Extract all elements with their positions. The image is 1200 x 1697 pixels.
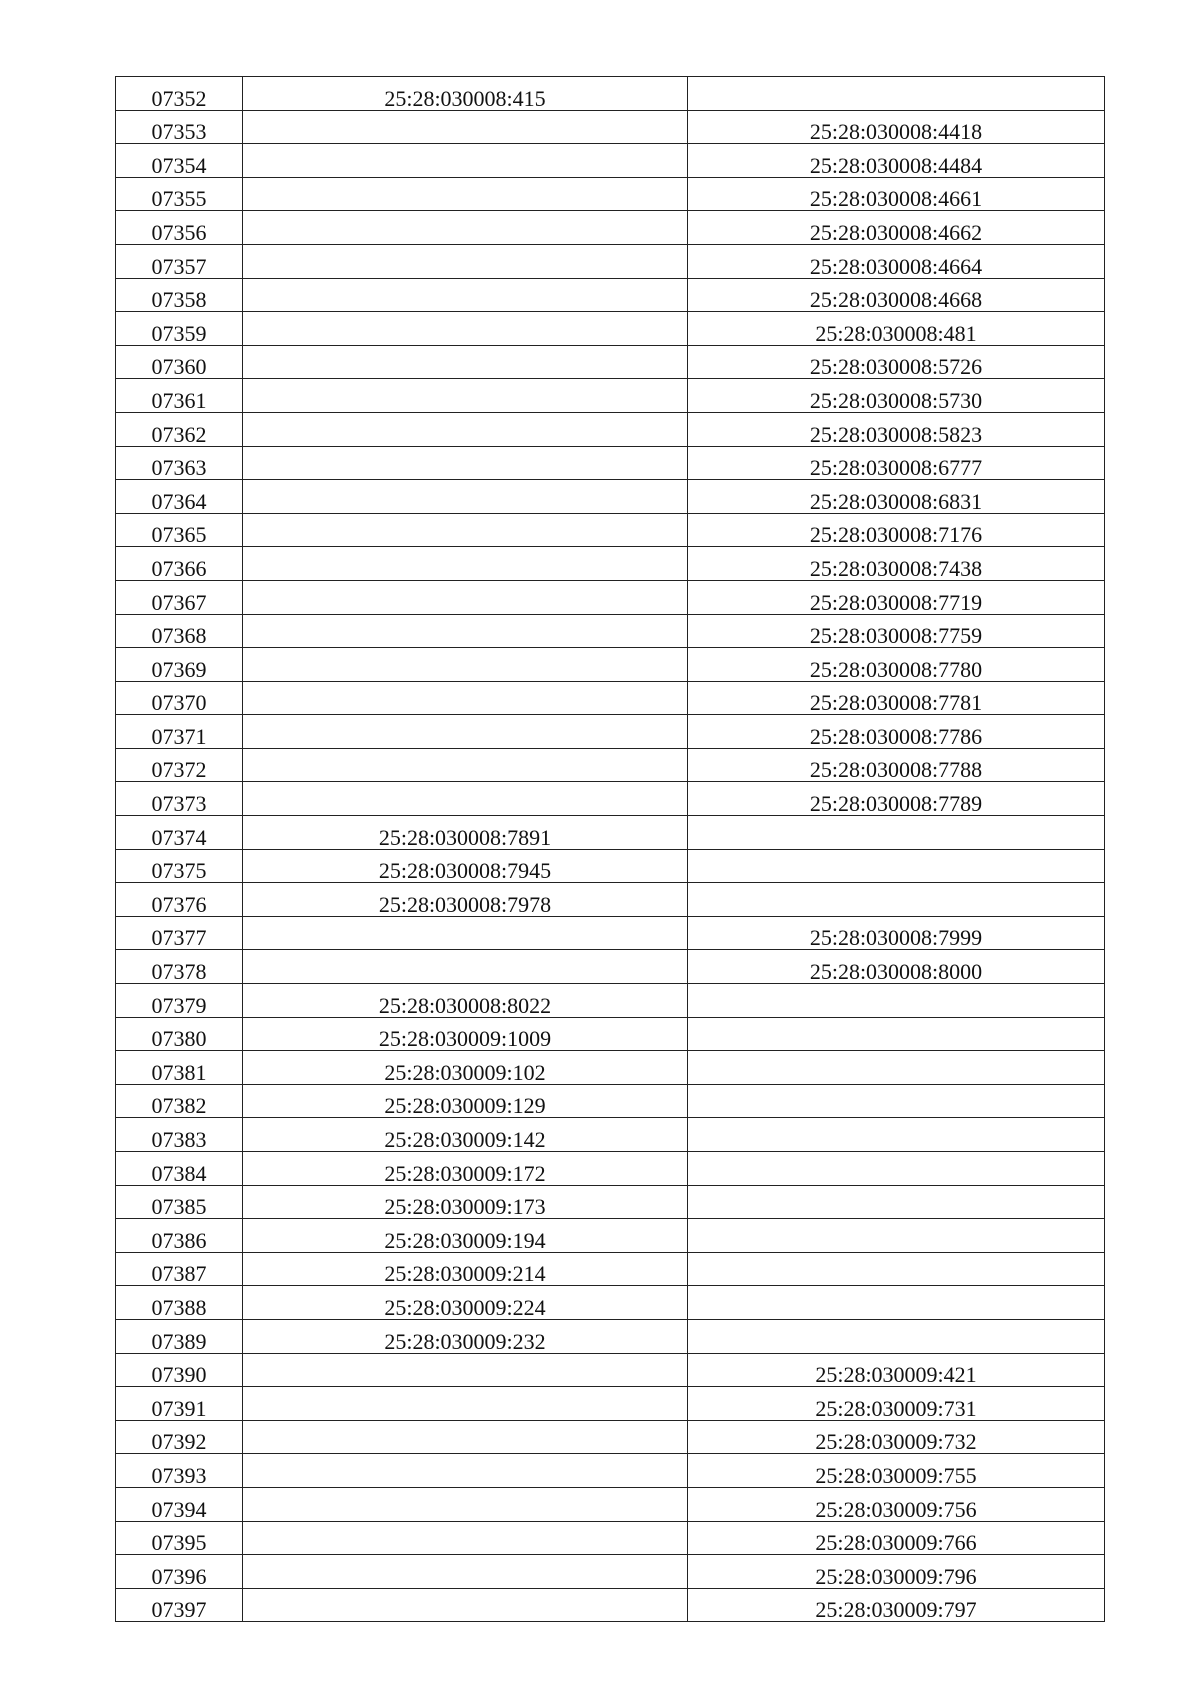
row-number-cell: 07376	[116, 883, 243, 917]
row-number-cell: 07366	[116, 547, 243, 581]
cadastral-number-cell-col2: 25:28:030009:172	[243, 1152, 688, 1186]
row-number-cell: 07382	[116, 1084, 243, 1118]
cadastral-number-cell-col2: 25:28:030008:7978	[243, 883, 688, 917]
row-number-cell: 07360	[116, 345, 243, 379]
table-row	[116, 1387, 1105, 1421]
table-row	[116, 580, 1105, 614]
cadastral-number-cell-col3: 25:28:030008:4664	[688, 244, 1105, 278]
table-row	[116, 1420, 1105, 1454]
table-row	[116, 1252, 1105, 1286]
row-number-cell: 07379	[116, 984, 243, 1018]
row-number-cell: 07364	[116, 480, 243, 514]
table-row	[116, 1319, 1105, 1353]
cadastral-number-cell-col2: 25:28:030009:224	[243, 1286, 688, 1320]
cadastral-number-cell-col3: 25:28:030009:755	[688, 1454, 1105, 1488]
cadastral-number-cell-col3: 25:28:030008:4661	[688, 177, 1105, 211]
cadastral-number-cell-col2	[243, 614, 688, 648]
row-number-cell: 07358	[116, 278, 243, 312]
table-row	[116, 1051, 1105, 1085]
cadastral-number-cell-col2	[243, 715, 688, 749]
row-number-cell: 07378	[116, 950, 243, 984]
row-number-cell: 07393	[116, 1454, 243, 1488]
row-number-cell: 07361	[116, 379, 243, 413]
table-row	[116, 782, 1105, 816]
table-row	[116, 177, 1105, 211]
row-number-cell: 07356	[116, 211, 243, 245]
table-row	[116, 211, 1105, 245]
row-number-cell: 07370	[116, 681, 243, 715]
cadastral-number-cell-col2	[243, 244, 688, 278]
row-number-cell: 07355	[116, 177, 243, 211]
cadastral-number-cell-col2	[243, 345, 688, 379]
cadastral-number-cell-col3: 25:28:030008:7786	[688, 715, 1105, 749]
cadastral-number-cell-col3: 25:28:030008:4662	[688, 211, 1105, 245]
table-row	[116, 614, 1105, 648]
cadastral-number-cell-col3	[688, 849, 1105, 883]
cadastral-number-cell-col2	[243, 648, 688, 682]
cadastral-number-cell-col3: 25:28:030009:797	[688, 1588, 1105, 1622]
row-number-cell: 07395	[116, 1521, 243, 1555]
cadastral-number-cell-col2: 25:28:030009:102	[243, 1051, 688, 1085]
row-number-cell: 07359	[116, 312, 243, 346]
row-number-cell: 07388	[116, 1286, 243, 1320]
row-number-cell: 07367	[116, 580, 243, 614]
cadastral-number-cell-col3	[688, 1017, 1105, 1051]
row-number-cell: 07352	[116, 77, 243, 111]
table-row	[116, 480, 1105, 514]
row-number-cell: 07377	[116, 916, 243, 950]
table-row	[116, 513, 1105, 547]
cadastral-number-cell-col2	[243, 513, 688, 547]
cadastral-number-cell-col3: 25:28:030008:5823	[688, 412, 1105, 446]
cadastral-number-cell-col3: 25:28:030008:7999	[688, 916, 1105, 950]
table-row	[116, 984, 1105, 1018]
cadastral-number-cell-col3	[688, 1084, 1105, 1118]
row-number-cell: 07380	[116, 1017, 243, 1051]
cadastral-number-cell-col3: 25:28:030008:5730	[688, 379, 1105, 413]
table-row	[116, 1152, 1105, 1186]
cadastral-number-cell-col3	[688, 1286, 1105, 1320]
cadastral-number-cell-col3: 25:28:030008:7789	[688, 782, 1105, 816]
cadastral-number-cell-col3: 25:28:030008:7759	[688, 614, 1105, 648]
table-row	[116, 1118, 1105, 1152]
cadastral-number-cell-col3: 25:28:030008:7781	[688, 681, 1105, 715]
cadastral-number-cell-col2	[243, 446, 688, 480]
cadastral-number-cell-col3: 25:28:030009:766	[688, 1521, 1105, 1555]
row-number-cell: 07373	[116, 782, 243, 816]
cadastral-number-cell-col2: 25:28:030009:173	[243, 1185, 688, 1219]
cadastral-number-cell-col3: 25:28:030008:7176	[688, 513, 1105, 547]
row-number-cell: 07392	[116, 1420, 243, 1454]
cadastral-number-cell-col2	[243, 950, 688, 984]
row-number-cell: 07383	[116, 1118, 243, 1152]
cadastral-number-cell-col3: 25:28:030008:7719	[688, 580, 1105, 614]
cadastral-number-cell-col3: 25:28:030009:731	[688, 1387, 1105, 1421]
row-number-cell: 07396	[116, 1555, 243, 1589]
table-row	[116, 547, 1105, 581]
cadastral-number-cell-col3	[688, 1319, 1105, 1353]
cadastral-number-cell-col2	[243, 547, 688, 581]
cadastral-number-cell-col2	[243, 110, 688, 144]
table-row	[116, 278, 1105, 312]
cadastral-number-cell-col3: 25:28:030008:7780	[688, 648, 1105, 682]
table-row	[116, 1185, 1105, 1219]
cadastral-number-cell-col2: 25:28:030009:194	[243, 1219, 688, 1253]
cadastral-number-cell-col3	[688, 1152, 1105, 1186]
row-number-cell: 07353	[116, 110, 243, 144]
row-number-cell: 07390	[116, 1353, 243, 1387]
table-row	[116, 681, 1105, 715]
cadastral-number-cell-col2	[243, 480, 688, 514]
table-row	[116, 1487, 1105, 1521]
row-number-cell: 07385	[116, 1185, 243, 1219]
table-row	[116, 1588, 1105, 1622]
row-number-cell: 07369	[116, 648, 243, 682]
cadastral-number-cell-col2	[243, 1387, 688, 1421]
table-row	[116, 1084, 1105, 1118]
row-number-cell: 07365	[116, 513, 243, 547]
cadastral-number-cell-col3	[688, 1219, 1105, 1253]
cadastral-number-cell-col3: 25:28:030008:8000	[688, 950, 1105, 984]
cadastral-number-table	[115, 76, 1105, 1622]
table-row	[116, 1017, 1105, 1051]
cadastral-number-cell-col2: 25:28:030008:8022	[243, 984, 688, 1018]
row-number-cell: 07357	[116, 244, 243, 278]
row-number-cell: 07381	[116, 1051, 243, 1085]
cadastral-number-cell-col2	[243, 1521, 688, 1555]
table-row	[116, 1555, 1105, 1589]
table-row	[116, 849, 1105, 883]
cadastral-number-cell-col3: 25:28:030009:756	[688, 1487, 1105, 1521]
row-number-cell: 07389	[116, 1319, 243, 1353]
table-row	[116, 379, 1105, 413]
table-row	[116, 345, 1105, 379]
cadastral-number-cell-col2	[243, 177, 688, 211]
cadastral-number-cell-col2: 25:28:030009:232	[243, 1319, 688, 1353]
row-number-cell: 07368	[116, 614, 243, 648]
cadastral-number-cell-col3: 25:28:030009:732	[688, 1420, 1105, 1454]
cadastral-number-cell-col3	[688, 1051, 1105, 1085]
cadastral-number-cell-col3	[688, 1185, 1105, 1219]
cadastral-number-cell-col3	[688, 984, 1105, 1018]
cadastral-number-cell-col3: 25:28:030008:4418	[688, 110, 1105, 144]
table-row	[116, 110, 1105, 144]
table-row	[116, 748, 1105, 782]
row-number-cell: 07386	[116, 1219, 243, 1253]
cadastral-number-cell-col3: 25:28:030008:6831	[688, 480, 1105, 514]
row-number-cell: 07372	[116, 748, 243, 782]
cadastral-number-cell-col3: 25:28:030009:421	[688, 1353, 1105, 1387]
table-row	[116, 1454, 1105, 1488]
row-number-cell: 07362	[116, 412, 243, 446]
cadastral-number-cell-col3: 25:28:030008:5726	[688, 345, 1105, 379]
cadastral-number-cell-col2	[243, 312, 688, 346]
table-row	[116, 715, 1105, 749]
table-row	[116, 1219, 1105, 1253]
cadastral-number-cell-col3: 25:28:030009:796	[688, 1555, 1105, 1589]
cadastral-number-cell-col2	[243, 379, 688, 413]
table-row	[116, 1286, 1105, 1320]
cadastral-number-cell-col2: 25:28:030009:142	[243, 1118, 688, 1152]
table-row	[116, 1521, 1105, 1555]
cadastral-number-cell-col2	[243, 144, 688, 178]
row-number-cell: 07375	[116, 849, 243, 883]
cadastral-number-cell-col2	[243, 1487, 688, 1521]
cadastral-number-cell-col2: 25:28:030008:7945	[243, 849, 688, 883]
table-row	[116, 816, 1105, 850]
cadastral-number-cell-col3	[688, 816, 1105, 850]
cadastral-number-cell-col2	[243, 1454, 688, 1488]
cadastral-number-cell-col3: 25:28:030008:7788	[688, 748, 1105, 782]
table-row	[116, 950, 1105, 984]
cadastral-number-cell-col2	[243, 1555, 688, 1589]
cadastral-number-cell-col2	[243, 1588, 688, 1622]
cadastral-number-cell-col2: 25:28:030009:129	[243, 1084, 688, 1118]
table-row	[116, 916, 1105, 950]
cadastral-number-cell-col2	[243, 278, 688, 312]
row-number-cell: 07363	[116, 446, 243, 480]
cadastral-number-cell-col2	[243, 580, 688, 614]
row-number-cell: 07387	[116, 1252, 243, 1286]
cadastral-number-cell-col2	[243, 782, 688, 816]
cadastral-number-cell-col3: 25:28:030008:4668	[688, 278, 1105, 312]
row-number-cell: 07354	[116, 144, 243, 178]
cadastral-number-cell-col2: 25:28:030009:214	[243, 1252, 688, 1286]
row-number-cell: 07391	[116, 1387, 243, 1421]
cadastral-number-cell-col3	[688, 1118, 1105, 1152]
row-number-cell: 07374	[116, 816, 243, 850]
table-row	[116, 244, 1105, 278]
cadastral-number-cell-col3	[688, 1252, 1105, 1286]
cadastral-number-cell-col3: 25:28:030008:6777	[688, 446, 1105, 480]
table-row	[116, 648, 1105, 682]
table-row	[116, 412, 1105, 446]
cadastral-number-cell-col2: 25:28:030008:415	[243, 77, 688, 111]
row-number-cell: 07384	[116, 1152, 243, 1186]
row-number-cell: 07371	[116, 715, 243, 749]
cadastral-number-cell-col2	[243, 916, 688, 950]
cadastral-number-cell-col2: 25:28:030009:1009	[243, 1017, 688, 1051]
cadastral-number-cell-col2	[243, 211, 688, 245]
cadastral-number-cell-col3: 25:28:030008:7438	[688, 547, 1105, 581]
table-row	[116, 883, 1105, 917]
cadastral-number-cell-col2	[243, 1353, 688, 1387]
table-row	[116, 1353, 1105, 1387]
cadastral-number-cell-col2	[243, 748, 688, 782]
cadastral-number-cell-col3	[688, 77, 1105, 111]
cadastral-number-cell-col3	[688, 883, 1105, 917]
cadastral-number-cell-col2: 25:28:030008:7891	[243, 816, 688, 850]
table-body	[116, 77, 1105, 1622]
cadastral-number-cell-col3: 25:28:030008:481	[688, 312, 1105, 346]
table-row	[116, 312, 1105, 346]
cadastral-number-cell-col2	[243, 1420, 688, 1454]
cadastral-number-cell-col2	[243, 681, 688, 715]
cadastral-number-cell-col2	[243, 412, 688, 446]
table-row	[116, 144, 1105, 178]
row-number-cell: 07397	[116, 1588, 243, 1622]
table-row	[116, 446, 1105, 480]
table-row	[116, 77, 1105, 111]
row-number-cell: 07394	[116, 1487, 243, 1521]
cadastral-number-cell-col3: 25:28:030008:4484	[688, 144, 1105, 178]
